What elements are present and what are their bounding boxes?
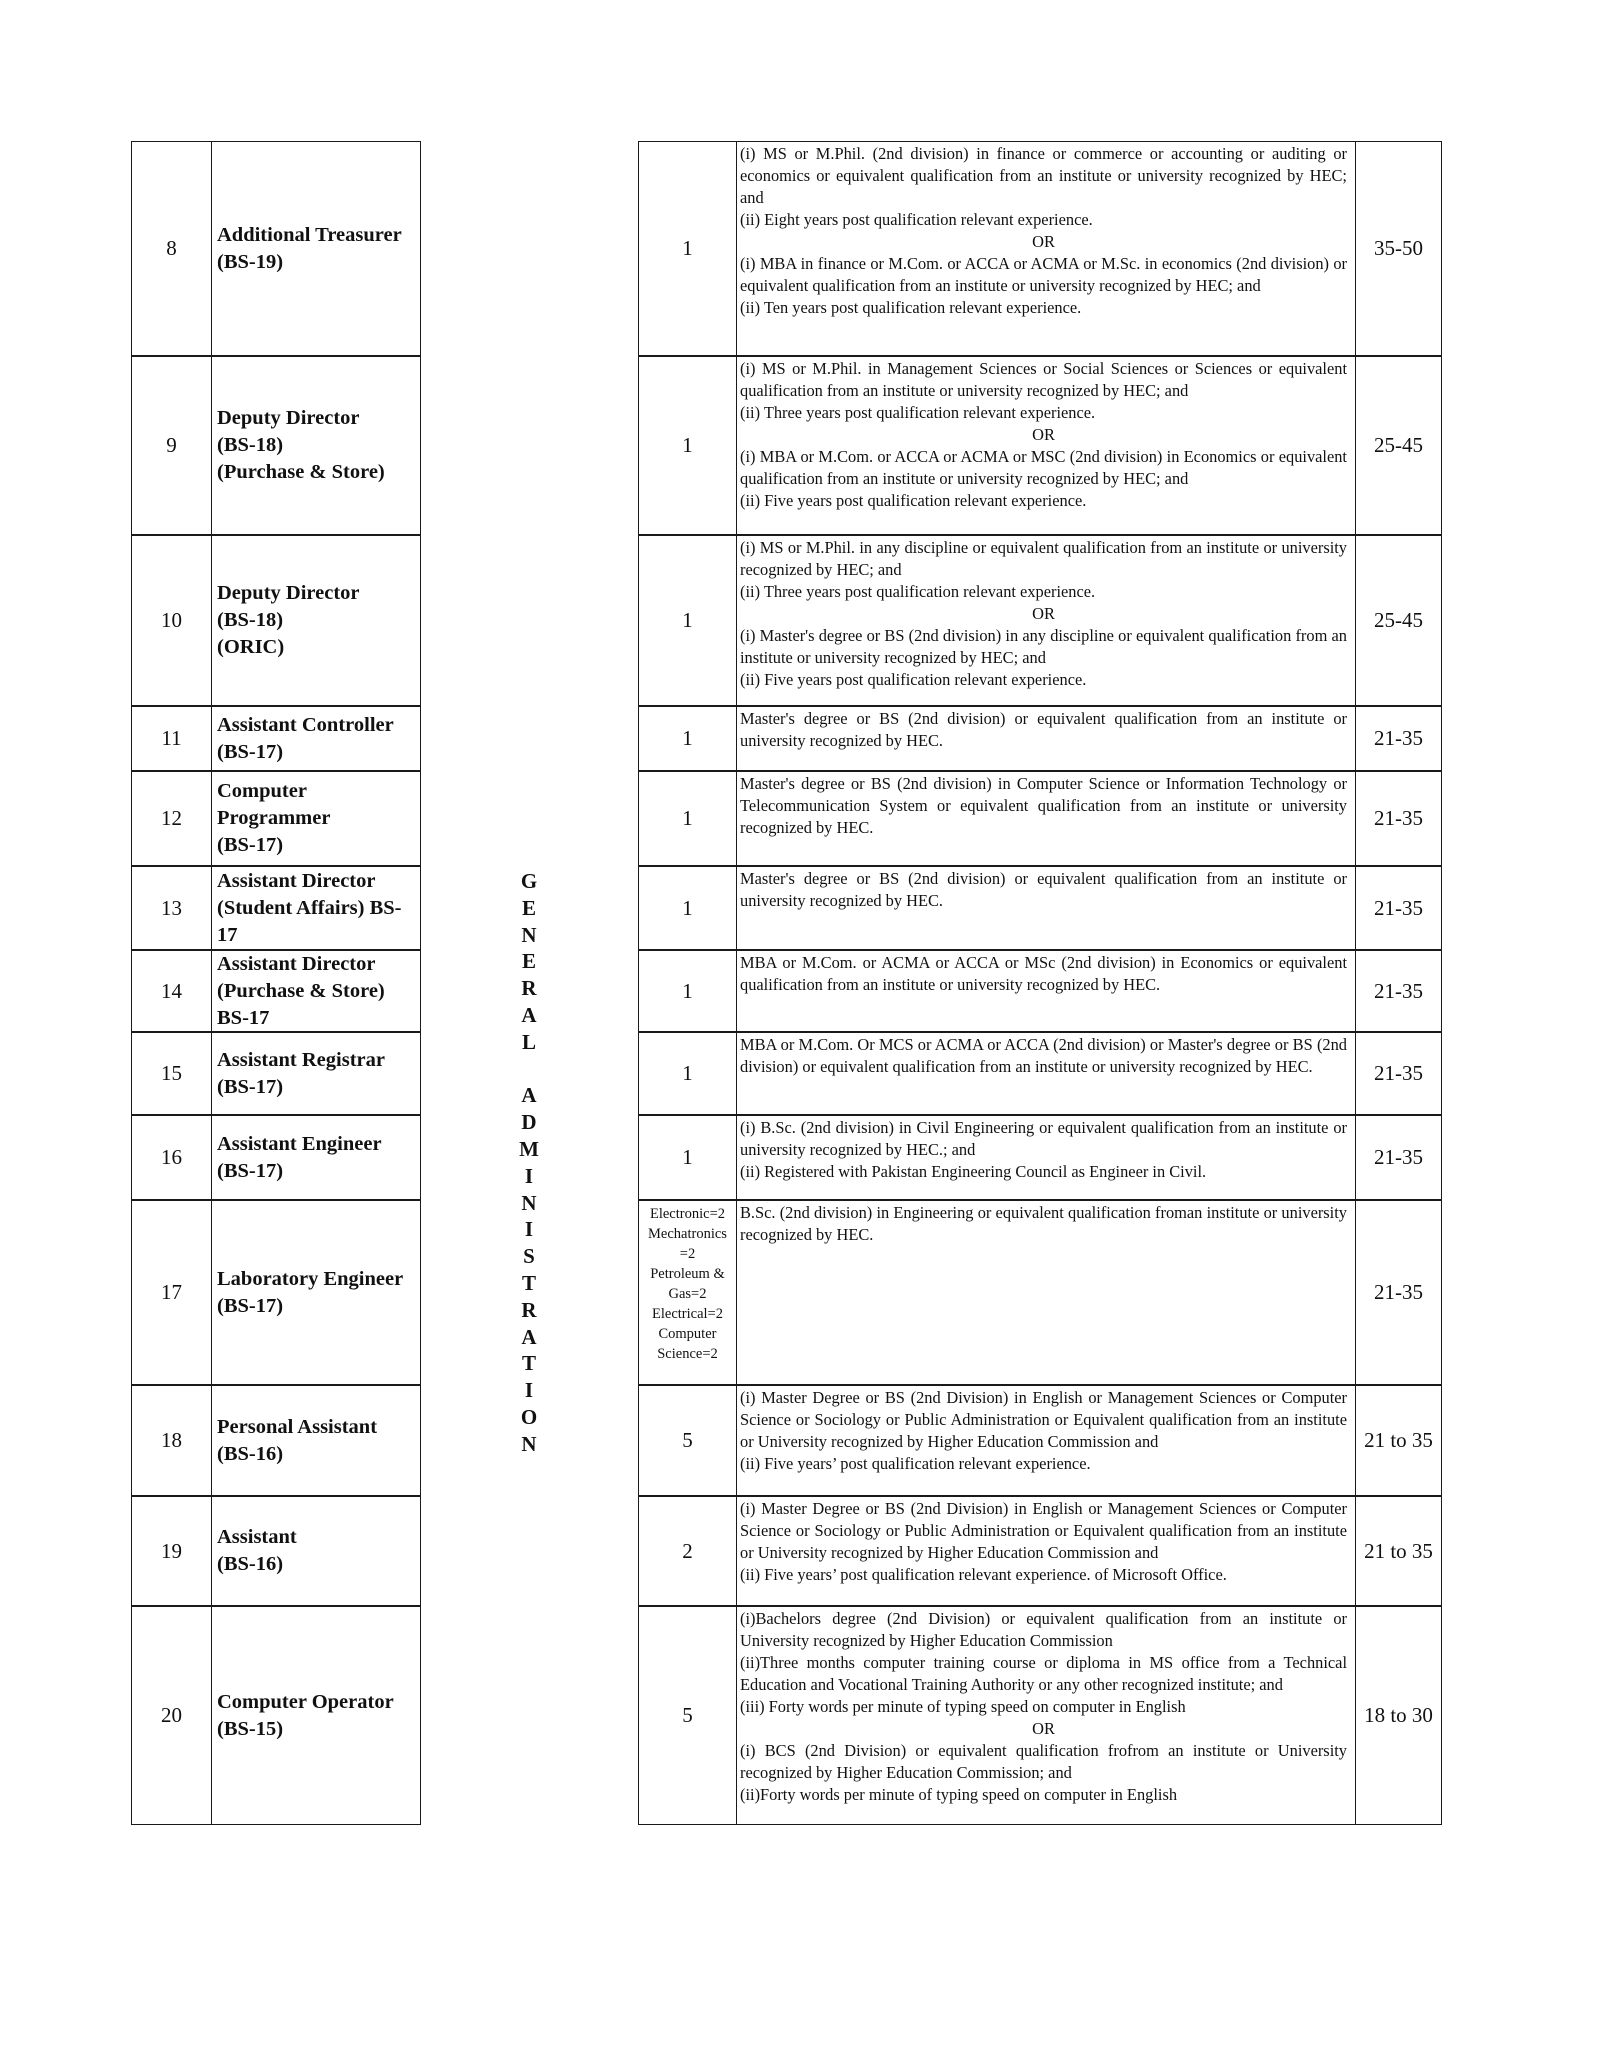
post-title-line: Assistant (217, 1526, 297, 1548)
table-row (0, 1385, 1600, 1496)
positions-breakdown-line: Electronic=2 (649, 1206, 725, 1222)
serial-number-cell: 14 (131, 950, 212, 1032)
qualification-line: (ii) Five years post qualification relevant experience. (740, 491, 1087, 510)
post-title-line: Personal Assistant (217, 1415, 378, 1438)
section-label-letter: T (521, 1270, 536, 1295)
qualification-line: Master's degree or BS (2nd division) in Computer Science or Information Technology or Telecommunication System or equivalent qualification from an institute or university recognized by HEC. (740, 774, 1347, 837)
qualification-cell (736, 535, 1356, 706)
qualification-line: MBA or M.Com. or ACMA or ACCA or MSc (2nd division) in Economics or equivalent qualification from an institute or university recognized by HEC. (740, 953, 1347, 994)
post-title-line: (BS-18) (217, 434, 284, 456)
section-label-letter: G (520, 869, 538, 893)
positions-count-cell: 1 (638, 950, 737, 1032)
qualification-line: (ii) Registered with Pakistan Engineering Council as Engineer in Civil. (740, 1162, 1207, 1181)
post-title-line: (BS-16) (217, 1553, 284, 1575)
section-label-general-administration (514, 868, 544, 1458)
post-title-line: Assistant Director (217, 952, 376, 975)
post-title-line: (BS-15) (217, 1717, 284, 1740)
age-limit-cell: 25-45 (1355, 535, 1442, 706)
positions-breakdown-line: =2 (679, 1246, 696, 1262)
post-title-line: (Purchase & Store) (217, 461, 385, 483)
qualification-cell (736, 356, 1356, 535)
qualification-line: (i) MS or M.Phil. (2nd division) in finance or commerce or accounting or auditing or economics or equivalent qualification from an institute or university recognized by HEC; and (740, 144, 1347, 207)
post-title-line: Assistant Controller (217, 713, 394, 736)
section-label-letter: A (521, 1324, 537, 1349)
section-label-letter: E (521, 895, 536, 920)
qualification-line: (i) Master Degree or BS (2nd Division) in English or Management Sciences or Computer Science or Sociology or Public Administration or Equivalent qualification from an institute or University recognized by Higher Education Commission and (740, 1388, 1347, 1451)
qualification-line: Master's degree or BS (2nd division) or equivalent qualification from an institute or university recognized by HEC. (740, 709, 1347, 750)
serial-number-cell: 20 (131, 1606, 212, 1825)
qualification-line: (ii) Three years post qualification relevant experience. (740, 582, 1096, 601)
age-limit-cell: 21-35 (1355, 706, 1442, 771)
serial-number-cell: 15 (131, 1032, 212, 1115)
qualification-line: (i) MS or M.Phil. in any discipline or equivalent qualification from an institute or university recognized by HEC; and (740, 538, 1347, 579)
post-title-cell (211, 950, 421, 1032)
qualification-line: OR (1032, 232, 1055, 251)
section-label-letter: R (521, 1297, 537, 1322)
qualification-line: MBA or M.Com. Or MCS or ACMA or ACCA (2nd division) or Master's degree or BS (2nd division) or equivalent qualification from an institute or university recognized by HEC. (740, 1035, 1347, 1076)
table-row (0, 1496, 1600, 1606)
table-row (0, 1032, 1600, 1115)
qualification-cell (736, 1032, 1356, 1115)
table-row (0, 706, 1600, 771)
table-row (0, 950, 1600, 1032)
qualification-line: (ii) Ten years post qualification relevant experience. (740, 298, 1082, 317)
section-label-letter: A (521, 1002, 537, 1027)
qualification-line: (i)Bachelors degree (2nd Division) or equivalent qualification from an institute or University recognized by Higher Education Commission (740, 1609, 1347, 1650)
qualification-line: (i) MBA in finance or M.Com. or ACCA or ACMA or M.Sc. in economics (2nd division) or equivalent qualification from an institute or university recognized by HEC; and (740, 254, 1347, 295)
qualification-cell (736, 1115, 1356, 1200)
section-label-letter: N (521, 1431, 537, 1456)
post-title-cell (211, 1200, 421, 1385)
qualification-line: (ii) Three years post qualification relevant experience. (740, 403, 1096, 422)
post-title-line: (Student Affairs) BS- (217, 896, 402, 919)
qualification-line: (ii)Three months computer training course or diploma in MS office from a Technical Education and Vocational Training Authority or any other recognized institute; and (740, 1653, 1347, 1694)
post-title-line: (BS-17) (217, 1294, 284, 1317)
post-title-line: (ORIC) (217, 636, 285, 658)
post-title-line: 17 (217, 923, 238, 946)
age-limit-cell: 21-35 (1355, 771, 1442, 866)
table-row (0, 866, 1600, 950)
serial-number-cell: 13 (131, 866, 212, 950)
qualification-line: (i) MBA or M.Com. or ACCA or ACMA or MSC (2nd division) in Economics or equivalent qualification from an institute or university recognized by HEC; and (740, 447, 1347, 488)
serial-number-cell: 16 (131, 1115, 212, 1200)
qualification-cell (736, 866, 1356, 950)
section-label-letter: N (521, 922, 537, 947)
qualification-line: (i) B.Sc. (2nd division) in Civil Engineering or equivalent qualification from an institute or university recognized by HEC.; and (740, 1118, 1347, 1159)
post-title-line: (BS-18) (217, 609, 284, 631)
post-title-cell (211, 141, 421, 356)
positions-breakdown-line: Gas=2 (668, 1286, 707, 1302)
positions-count-cell: 1 (638, 535, 737, 706)
post-title-line: Assistant Director (217, 869, 376, 892)
positions-count-cell (638, 1200, 737, 1385)
qualification-line: (iii) Forty words per minute of typing speed on computer in English (740, 1697, 1186, 1716)
section-label-letter: T (521, 1351, 536, 1376)
post-title-line: Laboratory Engineer (217, 1267, 404, 1290)
positions-count-cell: 1 (638, 706, 737, 771)
serial-number-cell: 8 (131, 141, 212, 356)
post-title-cell (211, 356, 421, 535)
positions-count-cell: 1 (638, 1032, 737, 1115)
qualification-line: (ii) Eight years post qualification relevant experience. (740, 210, 1093, 229)
age-limit-cell: 35-50 (1355, 141, 1442, 356)
post-title-cell (211, 771, 421, 866)
post-title-line: (BS-17) (217, 1159, 284, 1182)
positions-breakdown-line: Mechatronics (648, 1226, 727, 1242)
section-label-letter: I (524, 1163, 534, 1188)
table-row (0, 1200, 1600, 1385)
post-title-line: Additional Treasurer (217, 223, 402, 246)
post-title-cell (211, 1385, 421, 1496)
post-title-line: Deputy Director (217, 582, 360, 604)
qualification-line: (i) Master's degree or BS (2nd division) in any discipline or equivalent qualification from an institute or university recognized by HEC; and (740, 626, 1347, 667)
table-row (0, 356, 1600, 535)
post-title-line: (BS-17) (217, 1075, 284, 1098)
qualification-line: (i) Master Degree or BS (2nd Division) in English or Management Sciences or Computer Science or Sociology or Public Administration or Equivalent qualification from an institute or University recognized by Higher Education Commission and (740, 1499, 1347, 1562)
table-row (0, 141, 1600, 356)
positions-count-cell: 1 (638, 356, 737, 535)
section-label-letter: O (520, 1404, 538, 1429)
post-title-cell (211, 1606, 421, 1825)
positions-count-cell: 5 (638, 1385, 737, 1496)
qualification-cell (736, 706, 1356, 771)
section-label-letter: I (524, 1217, 534, 1242)
post-title-cell (211, 535, 421, 706)
section-label-letter: L (521, 1029, 536, 1054)
table-row (0, 771, 1600, 866)
age-limit-cell: 18 to 30 (1355, 1606, 1442, 1825)
section-label-letter: R (521, 976, 537, 1001)
qualification-line: (ii) Five years’ post qualification relevant experience. of Microsoft Office. (740, 1565, 1227, 1584)
section-label-letter: N (521, 1190, 537, 1215)
serial-number-cell: 11 (131, 706, 212, 771)
section-label-letter: E (521, 949, 536, 974)
qualification-line: OR (1032, 425, 1055, 444)
qualification-line: (i) BCS (2nd Division) or equivalent qualification frofrom an institute or University recognized by Higher Education Commission; and (740, 1741, 1347, 1782)
post-title-line: (BS-19) (217, 250, 284, 273)
positions-breakdown-line: Science=2 (657, 1346, 718, 1362)
post-title-cell (211, 706, 421, 771)
table-row (0, 1606, 1600, 1825)
age-limit-cell: 21-35 (1355, 1115, 1442, 1200)
serial-number-cell: 18 (131, 1385, 212, 1496)
positions-count-cell: 1 (638, 1115, 737, 1200)
section-label-letter: M (519, 1136, 539, 1161)
qualification-line: OR (1032, 1719, 1055, 1738)
qualification-cell (736, 141, 1356, 356)
section-label-letter: I (524, 1378, 534, 1403)
post-title-cell (211, 866, 421, 950)
positions-breakdown (648, 1204, 727, 1364)
age-limit-cell: 21-35 (1355, 866, 1442, 950)
post-title-line: (Purchase & Store) (217, 979, 385, 1002)
post-title-cell (211, 1115, 421, 1200)
post-title-line: BS-17 (217, 1006, 270, 1029)
serial-number-cell: 10 (131, 535, 212, 706)
qualification-line: (ii) Five years’ post qualification relevant experience. (740, 1454, 1091, 1473)
serial-number-cell: 9 (131, 356, 212, 535)
positions-breakdown-line: Computer (658, 1326, 717, 1342)
post-title-line: Programmer (217, 807, 331, 829)
serial-number-cell: 19 (131, 1496, 212, 1606)
age-limit-cell: 21 to 35 (1355, 1385, 1442, 1496)
qualification-line: (i) MS or M.Phil. in Management Sciences or Social Sciences or Sciences or equivalent qualification from an institute or university recognized by HEC; and (740, 359, 1347, 400)
post-title-line: Computer (217, 780, 307, 802)
age-limit-cell: 21-35 (1355, 1032, 1442, 1115)
qualification-cell (736, 771, 1356, 866)
age-limit-cell: 25-45 (1355, 356, 1442, 535)
positions-count-cell: 1 (638, 866, 737, 950)
post-title-cell (211, 1032, 421, 1115)
age-limit-cell: 21-35 (1355, 1200, 1442, 1385)
section-label-letter: A (521, 1083, 537, 1108)
serial-number-cell: 12 (131, 771, 212, 866)
qualification-cell (736, 1496, 1356, 1606)
table-row (0, 1115, 1600, 1200)
qualification-cell (736, 1385, 1356, 1496)
positions-count-cell: 1 (638, 141, 737, 356)
serial-number-cell: 17 (131, 1200, 212, 1385)
positions-breakdown-line: Electrical=2 (652, 1306, 723, 1322)
table-row (0, 535, 1600, 706)
age-limit-cell: 21 to 35 (1355, 1496, 1442, 1606)
qualification-line: B.Sc. (2nd division) in Engineering or equivalent qualification froman institute or university recognized by HEC. (740, 1203, 1347, 1244)
age-limit-cell: 21-35 (1355, 950, 1442, 1032)
post-title-line: Deputy Director (217, 407, 360, 429)
post-title-line: Assistant Registrar (217, 1048, 385, 1071)
qualification-line: (ii) Five years post qualification relevant experience. (740, 670, 1087, 689)
qualification-line: OR (1032, 604, 1055, 623)
positions-count-cell: 1 (638, 771, 737, 866)
qualification-line: Master's degree or BS (2nd division) or equivalent qualification from an institute or university recognized by HEC. (740, 869, 1347, 910)
post-title-line: Assistant Engineer (217, 1132, 382, 1155)
positions-count-cell: 2 (638, 1496, 737, 1606)
qualification-line: (ii)Forty words per minute of typing speed on computer in English (740, 1785, 1178, 1804)
post-title-line: (BS-16) (217, 1442, 284, 1465)
post-title-line: (BS-17) (217, 834, 284, 856)
section-label-letter: D (521, 1110, 537, 1135)
post-title-line: Computer Operator (217, 1690, 394, 1713)
positions-count-cell: 5 (638, 1606, 737, 1825)
post-title-cell (211, 1496, 421, 1606)
section-label-letter (514, 1056, 544, 1083)
positions-breakdown-line: Petroleum & (650, 1266, 725, 1282)
post-title-line: (BS-17) (217, 740, 284, 763)
qualification-cell (736, 1606, 1356, 1825)
qualification-cell (736, 1200, 1356, 1385)
section-label-letter: S (523, 1244, 535, 1269)
qualification-cell (736, 950, 1356, 1032)
